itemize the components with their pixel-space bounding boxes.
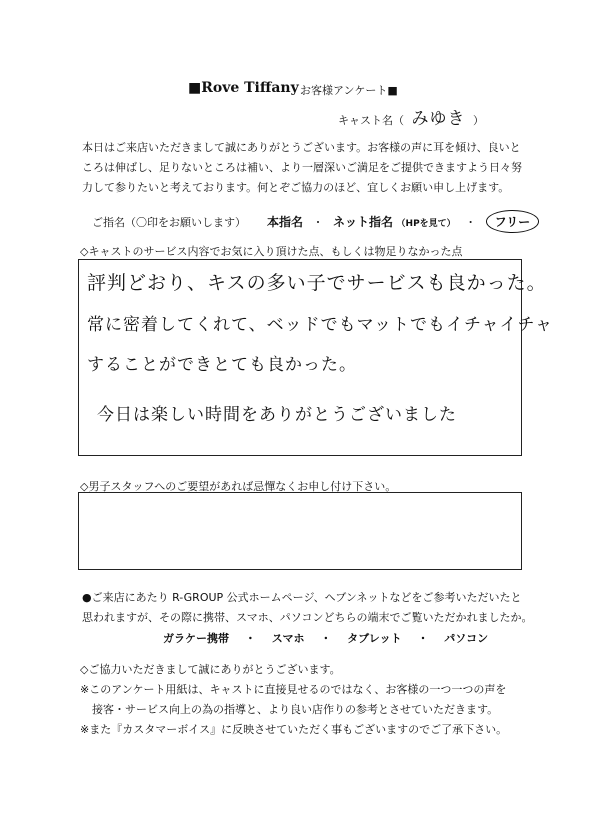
footer-line: 接客・サービス向上の為の指導と、より良い店作りの参考とさせていただきます。: [92, 703, 499, 716]
staff-feedback-box[interactable]: [78, 492, 522, 570]
device-option-tablet[interactable]: タブレット: [347, 632, 402, 645]
cast-feedback-line: 今日は楽しい時間をありがとうございました: [97, 405, 457, 425]
nomination-option-net[interactable]: ネット指名: [333, 215, 394, 229]
device-separator: ・: [417, 632, 429, 645]
intro-line: ころは伸ばし、足りないところは補い、より一層深いご満足をご提供できますよう日々努: [82, 161, 522, 174]
footer-line: ◇ご協力いただきまして誠にありがとうございます。: [80, 663, 341, 676]
nomination-row: [92, 210, 539, 233]
intro-paragraph: [82, 138, 542, 198]
cast-name-label: キャスト名（: [338, 114, 404, 127]
device-option-feature-phone[interactable]: ガラケー携帯: [163, 632, 229, 645]
website-question-line: ●ご来店にあたり R-GROUP 公式ホームページ、ヘブンネットなどをご参考いただいたと: [82, 591, 522, 604]
cast-feedback-heading: ◇キャストのサービス内容でお気に入り頂けた点、もしくは物足りなかった点: [80, 245, 463, 258]
intro-line: 本日はご来店いただきまして誠にありがとうございます。お客様の声に耳を傾け、良いと: [82, 141, 521, 154]
device-option-pc[interactable]: パソコン: [444, 632, 489, 645]
device-options: [163, 630, 488, 646]
device-separator: ・: [320, 632, 332, 645]
cast-feedback-line: することができとても良かった。: [87, 355, 357, 375]
nomination-option-net-note: （HPを見て）: [396, 219, 456, 229]
intro-line: 力して参りたいと考えております。何とぞご協力のほど、宜しくお願い申し上げます。: [82, 181, 510, 194]
cast-feedback-line: 常に密着してくれて、ベッドでもマットでもイチャイチャ: [87, 315, 553, 335]
cast-name-close: ）: [473, 114, 484, 127]
device-separator: ・: [244, 632, 256, 645]
nomination-separator: ・: [465, 216, 477, 229]
website-question-line: 思われますが、その際に携帯、スマホ、パソコンどちらの端末でご覧いただかれましたか。: [82, 611, 533, 624]
footer-line: ※また『カスタマーボイス』に反映させていただく事もございますのでご了承下さい。: [80, 723, 508, 736]
staff-feedback-heading: ◇男子スタッフへのご要望があれば忌憚なくお申し付け下さい。: [80, 480, 397, 493]
cast-feedback-box[interactable]: [78, 259, 553, 456]
footer-line: ※このアンケート用紙は、キャストに直接見せるのではなく、お客様の一つ一つの声を: [80, 683, 507, 696]
device-option-smartphone[interactable]: スマホ: [271, 632, 305, 645]
survey-title: お客様アンケート■: [300, 84, 398, 97]
nomination-label: ご指名（〇印をお願いします）: [92, 216, 246, 229]
nomination-option-main[interactable]: 本指名: [267, 215, 304, 229]
nomination-option-free[interactable]: フリー: [486, 210, 540, 233]
cast-name-value: みゆき: [411, 109, 466, 129]
cast-feedback-line: 評判どおり、キスの多い子でサービスも良かった。: [87, 272, 547, 294]
website-question: [82, 588, 533, 628]
footer-notes: [80, 660, 507, 740]
brand-title: ■Rove Tiffany: [188, 80, 299, 96]
cast-name-row: [338, 104, 484, 129]
nomination-separator: ・: [312, 216, 324, 229]
